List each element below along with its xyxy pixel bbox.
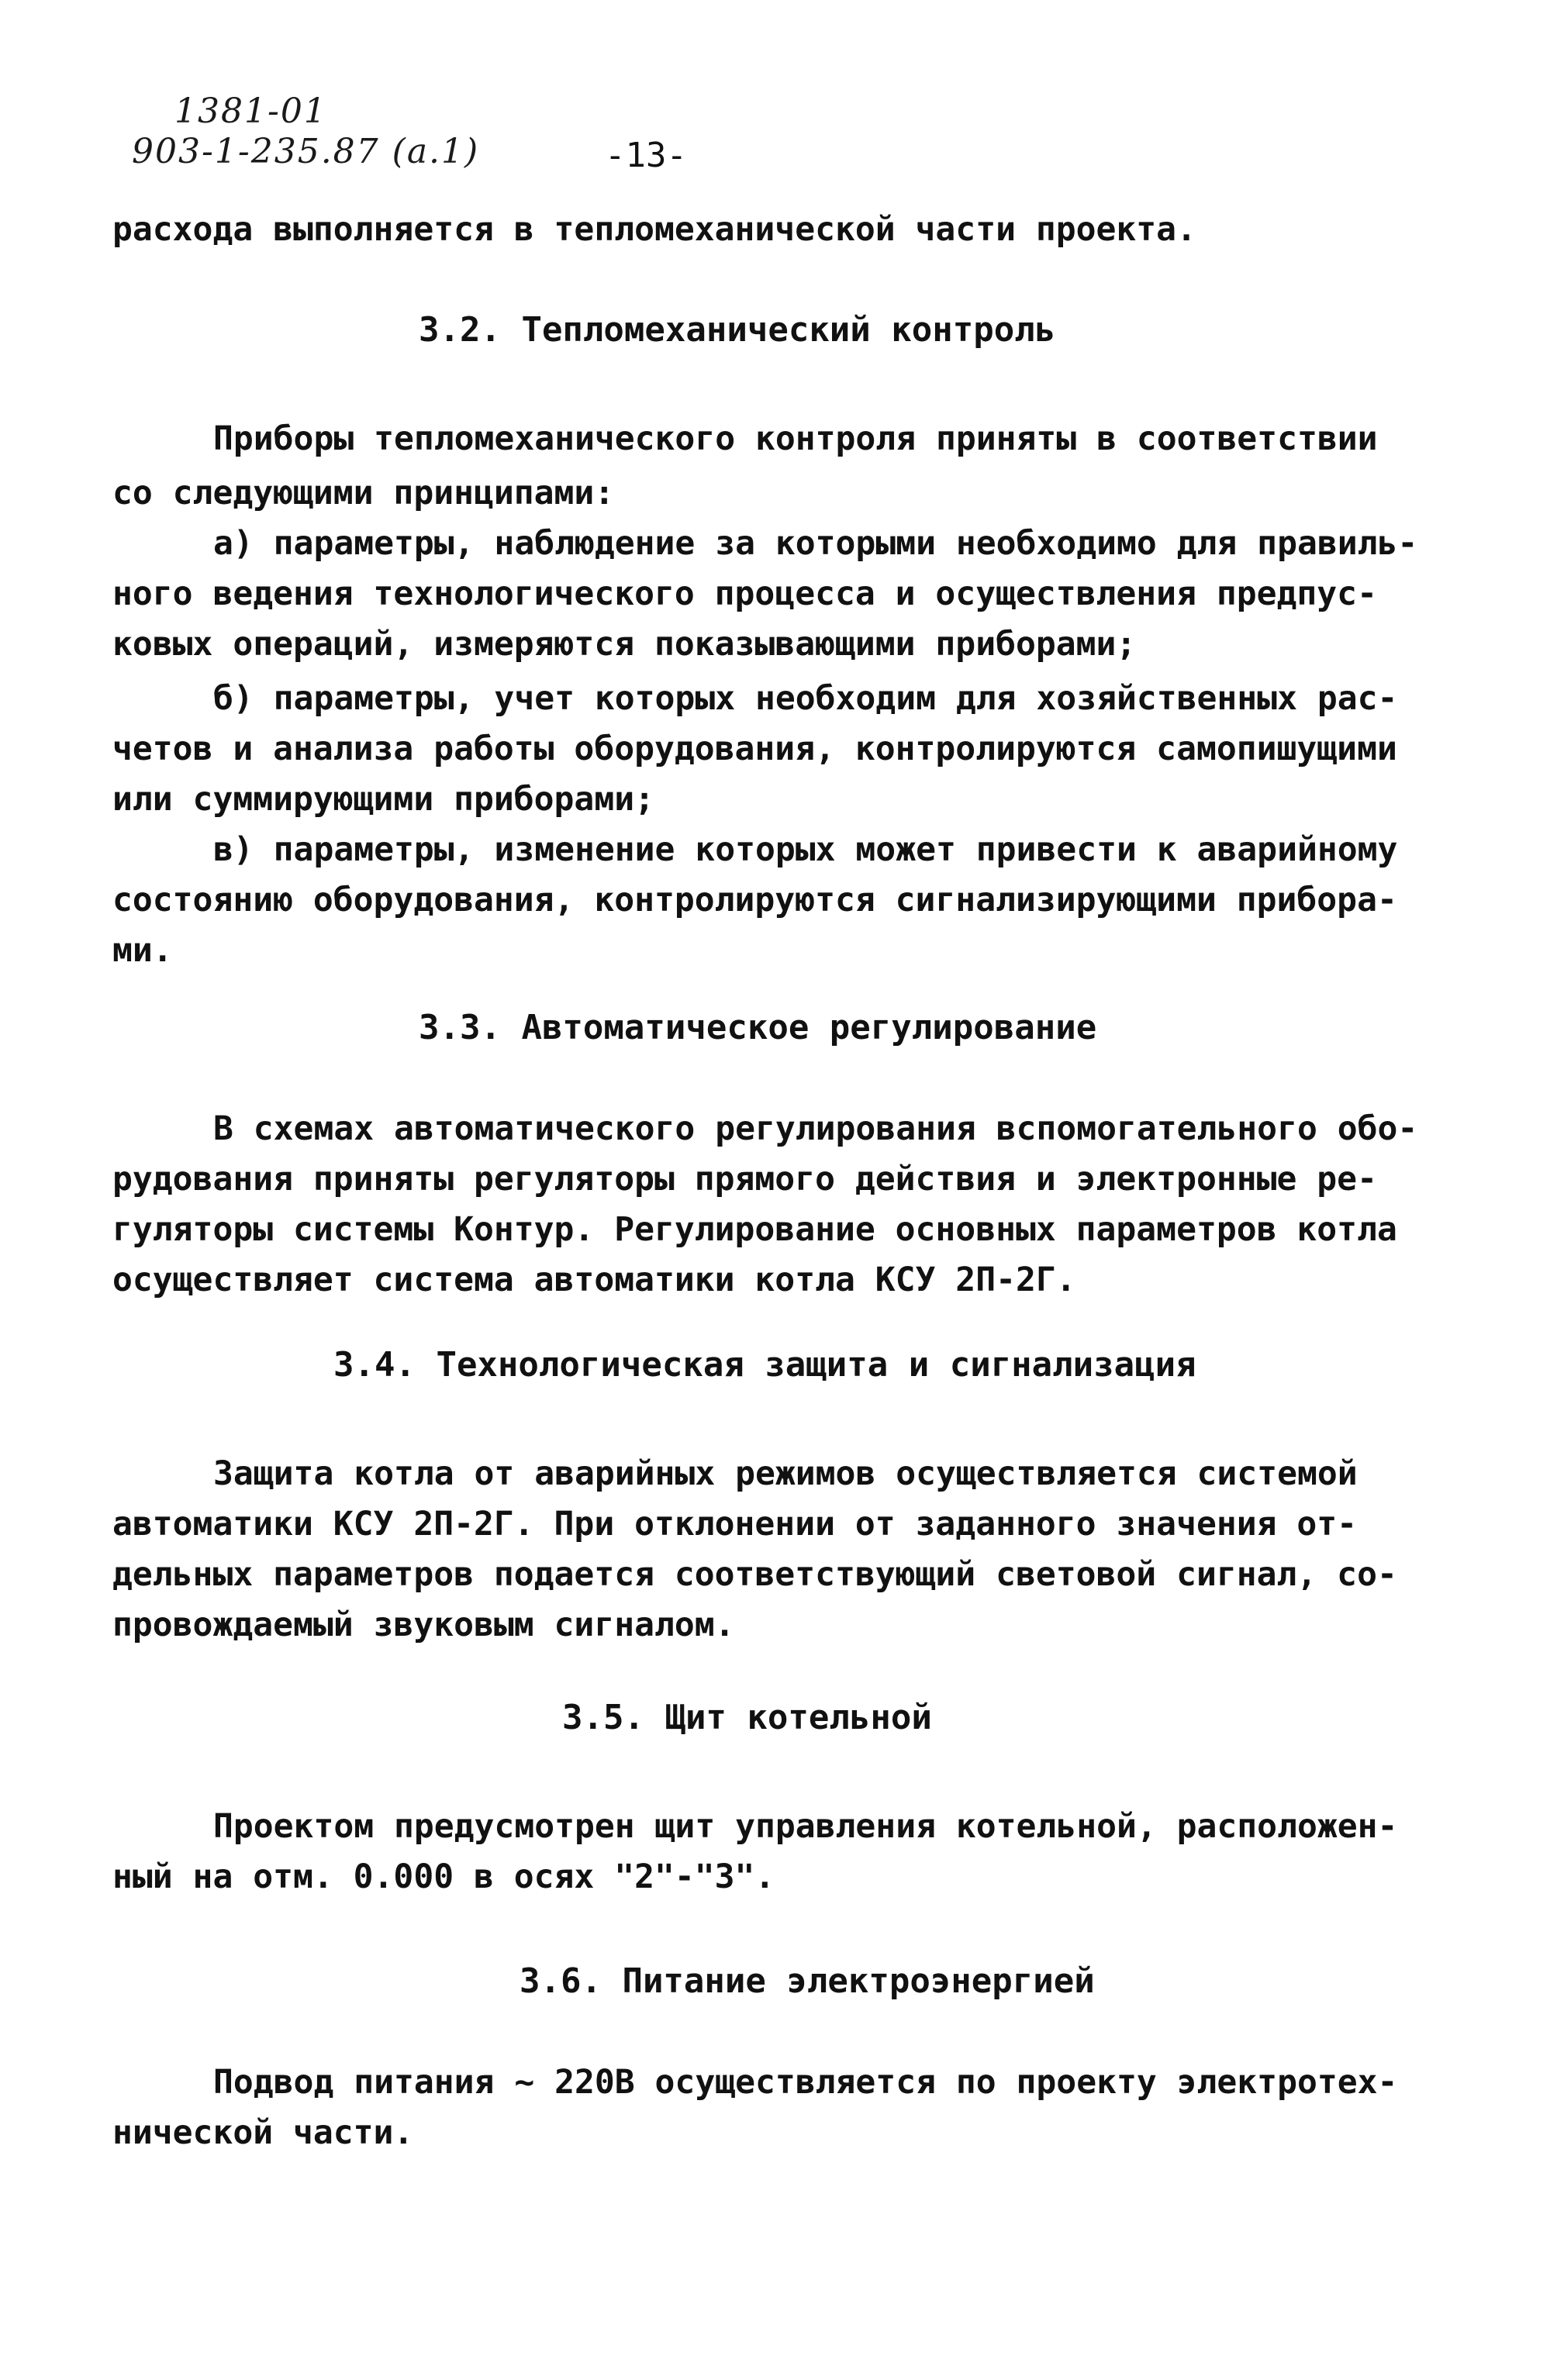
text-line: состоянию оборудования, контролируются сигнализирующими прибора- [112,881,1397,919]
text-line: провождаемый звуковым сигналом. [112,1606,735,1644]
text-line: в) параметры, изменение которых может привести к аварийному [213,830,1398,869]
text-line: четов и анализа работы оборудования, контролируются самопишущими [112,730,1397,768]
text-line: б) параметры, учет которых необходим для хозяйственных рас- [213,679,1398,718]
section-heading-3-4: 3.4. Технологическая защита и сигнализация [333,1345,1196,1385]
handwritten-code-2: 903-1-235.87 (a.1) [132,132,480,171]
text-line: Подвод питания ~ 220В осуществляется по проекту электротех- [213,2063,1398,2102]
section-heading-3-6: 3.6. Питание электроэнергией [520,1961,1095,2001]
text-line: ковых операций, измеряются показывающими приборами; [112,625,1137,664]
text-line: Приборы тепломеханического контроля приняты в соответствии [213,419,1378,458]
text-line: или суммирующими приборами; [112,780,654,819]
text-line: Проектом предусмотрен щит управления котельной, расположен- [213,1807,1398,1846]
text-line: Защита котла от аварийных режимов осуществляется системой [213,1454,1358,1493]
page-number: -13- [605,136,687,175]
text-line: а) параметры, наблюдение за которыми необходимо для правиль- [213,524,1418,563]
section-heading-3-2: 3.2. Тепломеханический контроль [419,310,1056,350]
text-line: В схемах автоматического регулирования вспомогательного обо- [213,1109,1418,1148]
text-line: ного ведения технологического процесса и осуществления предпус- [112,574,1377,613]
section-heading-3-5: 3.5. Щит котельной [562,1698,932,1737]
text-line: осуществляет система автоматики котла КСУ 2П-2Г. [112,1261,1076,1299]
text-line: автоматики КСУ 2П-2Г. При отклонении от заданного значения от- [112,1505,1358,1544]
text-line: расхода выполняется в тепломеханической части проекта. [112,210,1196,249]
text-line: нической части. [112,2113,414,2152]
text-line: дельных параметров подается соответствующий световой сигнал, со- [112,1555,1397,1594]
handwritten-code-1: 1381-01 [174,91,327,131]
text-line: ный на отм. 0.000 в осях "2"-"3". [112,1857,775,1896]
text-line: со следующими принципами: [112,474,615,512]
text-line: ми. [112,931,173,970]
text-line: гуляторы системы Контур. Регулирование основных параметров котла [112,1210,1397,1249]
text-line: рудования приняты регуляторы прямого действия и электронные ре- [112,1160,1377,1199]
section-heading-3-3: 3.3. Автоматическое регулирование [419,1008,1097,1047]
